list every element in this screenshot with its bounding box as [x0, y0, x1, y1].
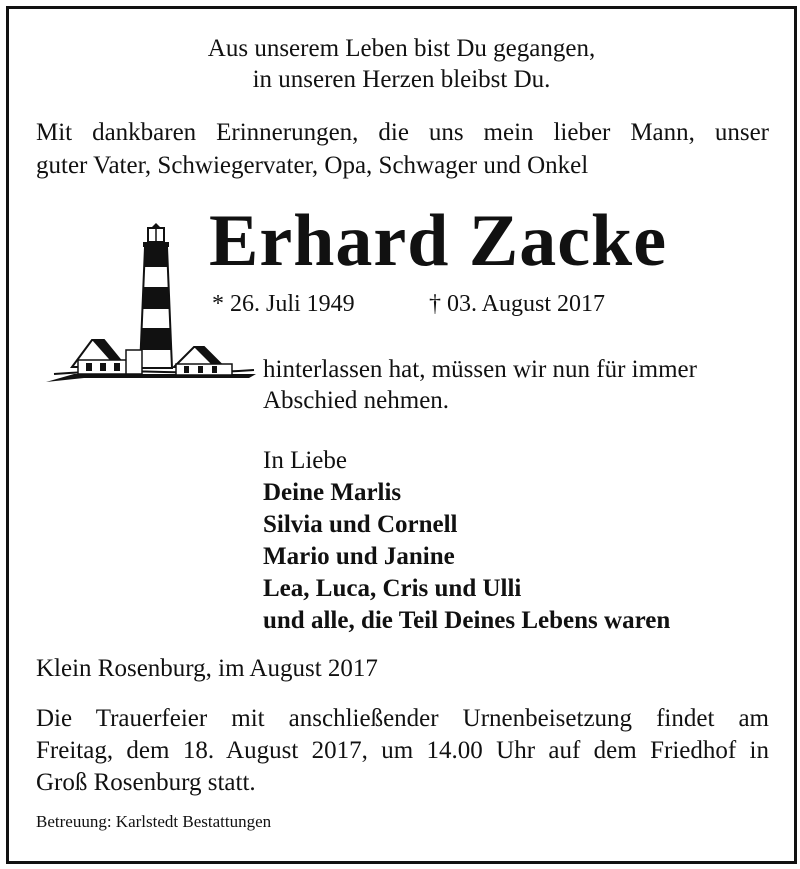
- obituary-frame: [6, 6, 797, 864]
- signature-name: Lea, Luca, Cris und Ulli: [263, 575, 522, 602]
- place-date: Klein Rosenburg, im August 2017: [36, 655, 378, 682]
- signature-name: Mario und Janine: [263, 543, 455, 570]
- ceremony-line-3: Groß Rosenburg statt.: [36, 769, 256, 796]
- ceremony-line-1: [36, 703, 769, 735]
- continuation-line-2: Abschied nehmen.: [263, 387, 450, 414]
- intro-line-2: guter Vater, Schwiegervater, Opa, Schwager und Onkel: [36, 152, 589, 179]
- deceased-name: Erhard Zacke: [209, 200, 668, 282]
- signature-name: Deine Marlis: [263, 479, 402, 506]
- ceremony-line-2-text: Freitag, dem 18. August 2017, um 14.00 Uhr auf dem Friedhof in: [36, 737, 769, 764]
- motto-line-2: in unseren Herzen bleibst Du.: [252, 66, 551, 93]
- signature-name: Silvia und Cornell: [263, 511, 458, 538]
- signature-name: und alle, die Teil Deines Lebens waren: [263, 607, 671, 634]
- undertaker-credit: Betreuung: Karlstedt Bestattungen: [36, 812, 272, 831]
- intro-line-1: [36, 116, 769, 149]
- motto-line-1: Aus unserem Leben bist Du gegangen,: [207, 35, 596, 62]
- birth-date: * 26. Juli 1949: [212, 291, 355, 317]
- death-date: † 03. August 2017: [429, 291, 606, 317]
- ceremony-line-1-text: Die Trauerfeier mit anschließender Urnenbeisetzung findet am: [36, 705, 769, 732]
- signature-greeting: In Liebe: [263, 447, 347, 474]
- continuation-line-1: hinterlassen hat, müssen wir nun für immer: [263, 356, 697, 383]
- intro-line-1-text: Mit dankbaren Erinnerungen, die uns mein lieber Mann, unser: [36, 119, 769, 146]
- ceremony-line-2: [36, 735, 769, 767]
